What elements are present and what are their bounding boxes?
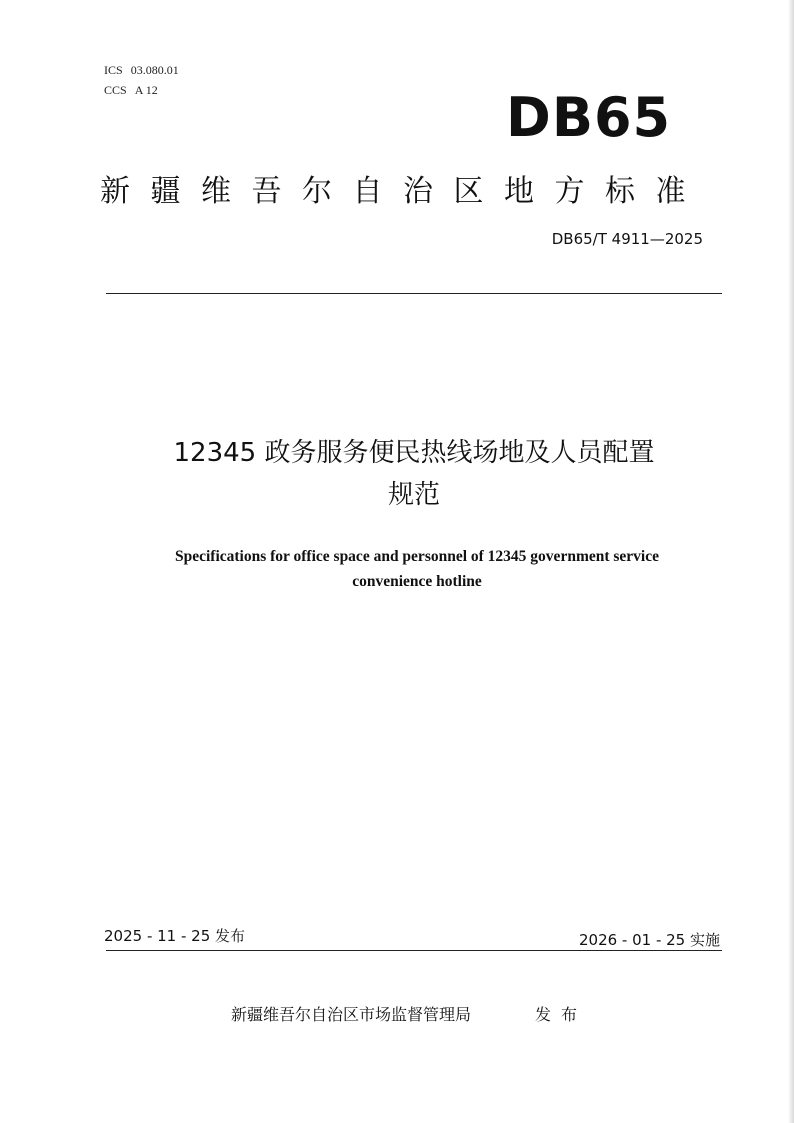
title-chinese bbox=[60, 432, 768, 516]
org-title: 新疆维吾尔自治区地方标准 bbox=[100, 174, 706, 209]
ics-label: ICS bbox=[104, 63, 123, 77]
title-chinese-line2: 规范 bbox=[387, 480, 440, 510]
publish-word: 发布 bbox=[535, 1005, 588, 1024]
classification-codes bbox=[104, 60, 187, 100]
title-english bbox=[80, 544, 754, 594]
ics-row bbox=[104, 60, 187, 80]
publisher: 新疆维吾尔自治区市场监督管理局 bbox=[231, 1005, 472, 1024]
ccs-code: A 12 bbox=[134, 83, 158, 97]
title-chinese-line1: 12345 政务服务便民热线场地及人员配置 bbox=[173, 438, 655, 468]
standard-code: DB65/T 4911—2025 bbox=[551, 230, 703, 248]
ccs-row bbox=[104, 80, 187, 100]
top-divider bbox=[106, 293, 722, 294]
scan-edge bbox=[788, 0, 794, 1123]
title-english-line2: convenience hotline bbox=[352, 573, 482, 590]
ics-code: 03.080.01 bbox=[130, 63, 179, 77]
ccs-label: CCS bbox=[104, 83, 127, 97]
db65-logo: DB65 bbox=[506, 86, 672, 149]
bottom-divider bbox=[106, 950, 722, 951]
title-english-line1: Specifications for office space and personnel of 12345 government service bbox=[174, 548, 659, 565]
issue-date: 2025 - 11 - 25 发布 bbox=[104, 927, 246, 945]
implementation-date: 2026 - 01 - 25 实施 bbox=[578, 931, 720, 949]
